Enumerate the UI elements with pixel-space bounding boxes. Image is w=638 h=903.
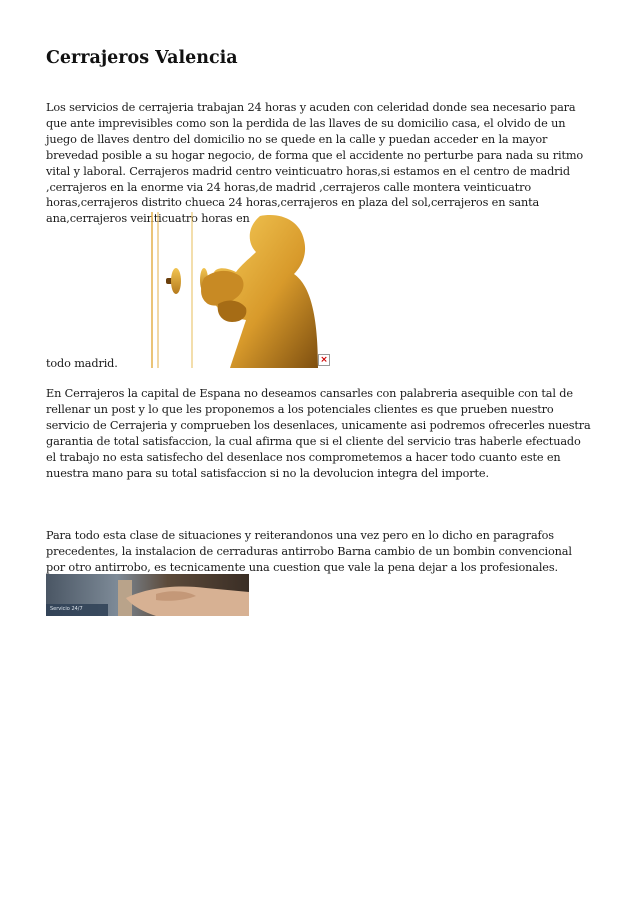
- page-title: Cerrajeros Valencia: [46, 48, 238, 68]
- broken-image-icon: ×: [318, 354, 330, 366]
- paragraph-intro: Los servicios de cerrajeria trabajan 24 horas y acuden con celeridad donde sea necesario para que ante imprevisibles como son la perdida de las llaves de su domicilio casa, el olvido de un juego de llaves dentro del domicilio no se quede en la calle y puedan acceder en la mayor brevedad posible a su hogar negocio, de forma que el accidente no perturbe para nada su ritmo vital y laboral. Cerrajeros madrid centro veinticuatro horas,si estamos en el centro de madrid ,cerrajeros en la enorme via 24 horas,de madrid ,cerrajeros calle montera veinticuatro horas,cerrajeros distrito chueca 24 horas,cerrajeros en plaza del sol,cerrajeros en santa ana,cerrajeros veinticuatro horas en: [46, 101, 584, 226]
- photo-badge: Servicio 24/7: [50, 606, 83, 612]
- paragraph-antirrobo: Para todo esta clase de situaciones y reiterandonos una vez pero en lo dicho en paragrafos precedentes, la instalacion de cerraduras antirrobo Barna cambio de un bombin convencional por otro antirrobo, es tecnicamente una cuestion que vale la pena dejar a los profesionales.: [46, 529, 572, 574]
- paragraph-guarantee: En Cerrajeros la capital de Espana no deseamos cansarles con palabreria asequible con tal de rellenar un post y lo que les proponemos a los potenciales clientes es que prueben nuestro servicio de Cerrajeria y comprueben los desenlaces, unicamente asi podremos ofrecerles nuestra garantia de total satisfaccion, la cual afirma que si el cliente del servicio tras haberle efectuado el trabajo no esta satisfecho del desenlace nos comprometemos a hacer todo cuanto este en nuestra mano para su total satisfaccion si no la devolucion integra del importe.: [46, 387, 591, 480]
- locksmith-silhouette-illustration: [132, 212, 318, 368]
- paragraph-intro-end: todo madrid.: [46, 357, 118, 370]
- hand-turning-key-photo: [46, 574, 249, 616]
